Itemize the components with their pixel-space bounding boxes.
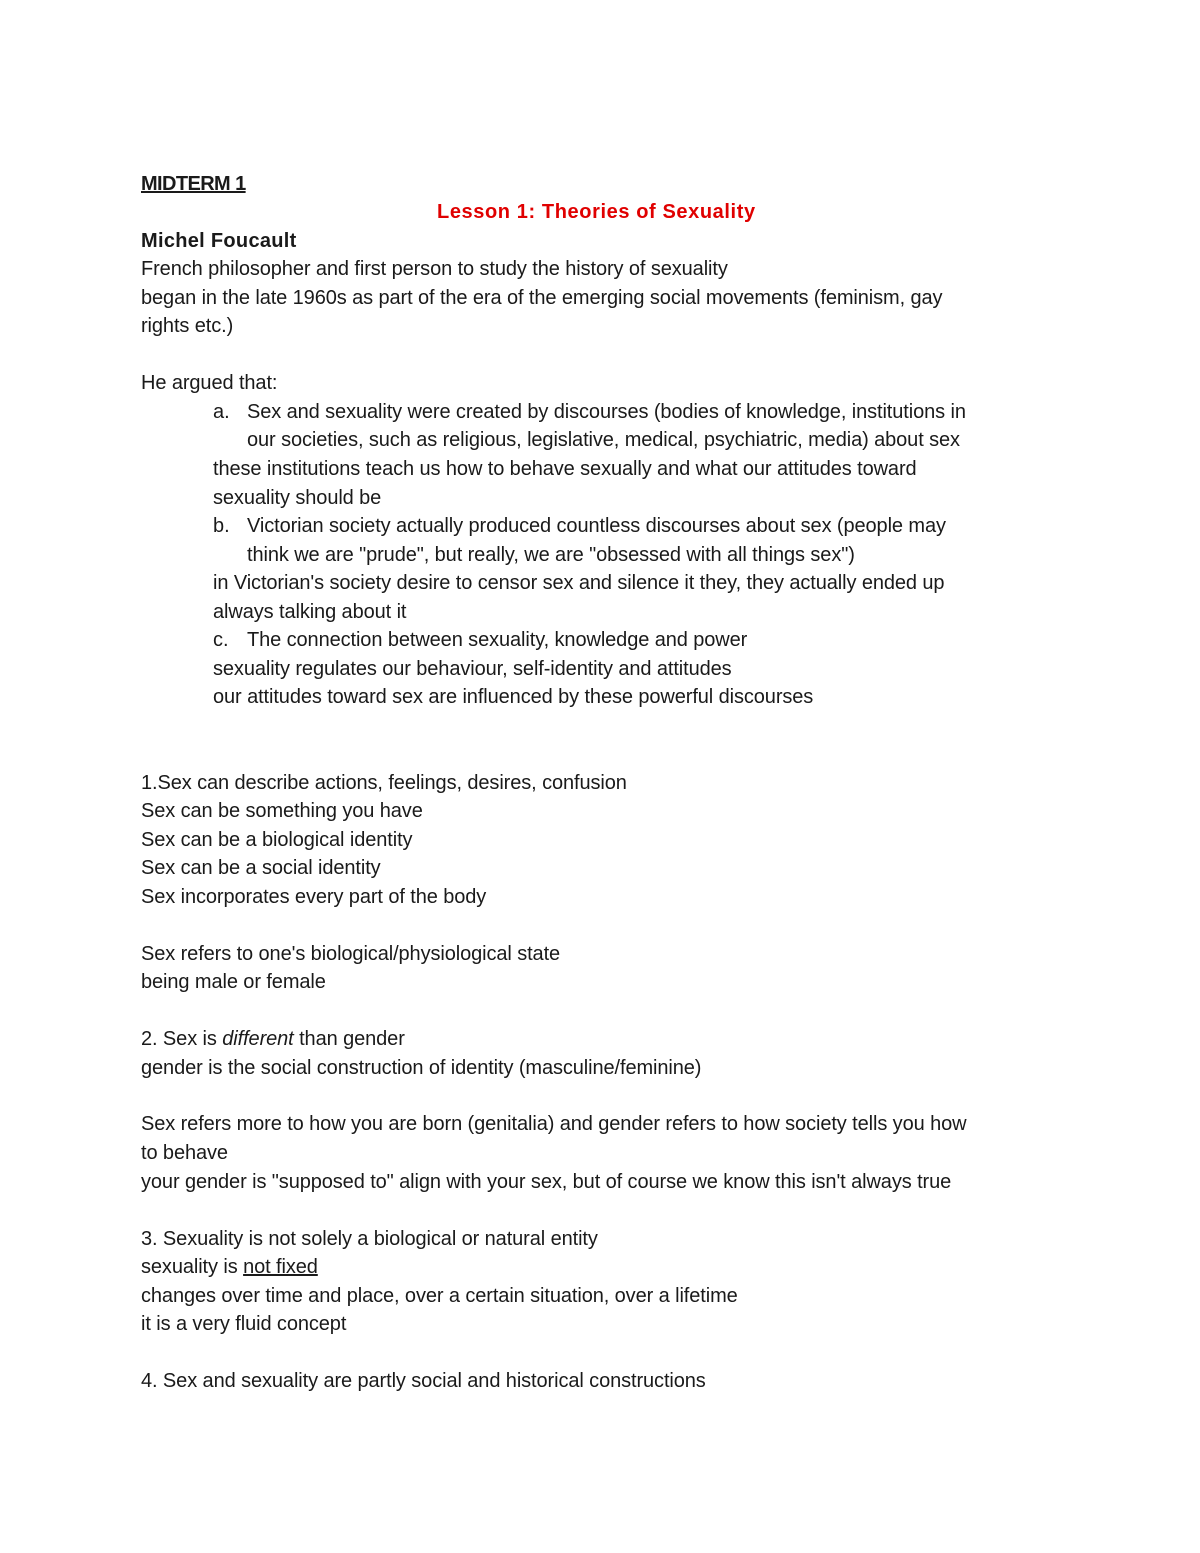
list-marker: a.: [213, 401, 230, 423]
paragraph-line: gender is the social construction of identity (masculine/feminine): [141, 1057, 702, 1079]
paragraph-line: Sex can be a biological identity: [141, 829, 413, 851]
paragraph-line: [141, 1255, 318, 1279]
list-item-note: in Victorian's society desire to censor sex and silence it they, they actually ended up: [213, 572, 945, 594]
document-title: MIDTERM 1: [141, 173, 246, 195]
heading-suffix: than gender: [293, 1028, 405, 1050]
lesson-title: Lesson 1: Theories of Sexuality: [437, 201, 756, 223]
paragraph-line: your gender is "supposed to" align with your sex, but of course we know this isn't always true: [141, 1171, 952, 1193]
line-prefix: sexuality is: [141, 1256, 244, 1278]
section-4-heading: 4. Sex and sexuality are partly social and historical constructions: [141, 1370, 706, 1392]
paragraph-line: Sex refers to one's biological/physiological state: [141, 943, 561, 965]
paragraph-line: Sex refers more to how you are born (genitalia) and gender refers to how society tells you how: [141, 1113, 967, 1135]
paragraph-line: 1.Sex can describe actions, feelings, desires, confusion: [141, 772, 627, 794]
list-marker: c.: [213, 629, 229, 651]
section-3-heading: 3. Sexuality is not solely a biological or natural entity: [141, 1228, 598, 1250]
list-marker: b.: [213, 515, 230, 537]
section-2-heading: [141, 1027, 405, 1051]
paragraph-line: rights etc.): [141, 315, 234, 337]
paragraph-line: Sex can be something you have: [141, 800, 423, 822]
heading-prefix: 2. Sex is: [141, 1028, 223, 1050]
list-item-note: sexuality regulates our behaviour, self-identity and attitudes: [213, 658, 732, 680]
paragraph-line: Sex can be a social identity: [141, 857, 381, 879]
list-item-line: our societies, such as religious, legislative, medical, psychiatric, media) about sex: [247, 429, 960, 451]
list-item-line: think we are "prude", but really, we are "obsessed with all things sex"): [247, 544, 855, 566]
list-item-note: sexuality should be: [213, 487, 382, 509]
list-item-note: always talking about it: [213, 601, 407, 623]
paragraph-line: began in the late 1960s as part of the era of the emerging social movements (feminism, gay: [141, 287, 943, 309]
emphasized-word: different: [222, 1028, 294, 1050]
paragraph-line: it is a very fluid concept: [141, 1313, 347, 1335]
paragraph-line: being male or female: [141, 971, 326, 993]
paragraph-line: to behave: [141, 1142, 228, 1164]
paragraph-line: He argued that:: [141, 372, 278, 394]
paragraph-line: changes over time and place, over a certain situation, over a lifetime: [141, 1285, 738, 1307]
list-item-line: The connection between sexuality, knowledge and power: [247, 629, 748, 651]
section-heading-foucault: Michel Foucault: [141, 230, 297, 252]
list-item-line: Sex and sexuality were created by discourses (bodies of knowledge, institutions in: [247, 401, 966, 423]
list-item-line: Victorian society actually produced countless discourses about sex (people may: [247, 515, 946, 537]
paragraph-line: Sex incorporates every part of the body: [141, 886, 487, 908]
list-item-note: these institutions teach us how to behave sexually and what our attitudes toward: [213, 458, 917, 480]
underlined-phrase: not fixed: [243, 1256, 318, 1278]
paragraph-line: French philosopher and first person to study the history of sexuality: [141, 258, 728, 280]
list-item-note: our attitudes toward sex are influenced by these powerful discourses: [213, 686, 814, 708]
